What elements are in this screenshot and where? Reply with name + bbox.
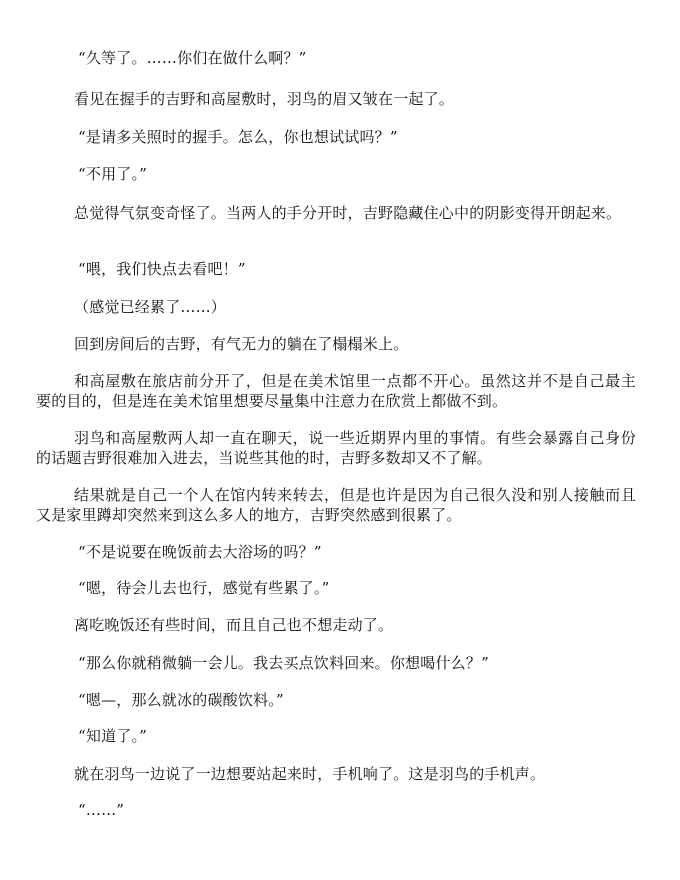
paragraph-18: 就在羽鸟一边说了一边想要站起来时，手机响了。这是羽鸟的手机声。 [74,765,546,783]
paragraph-3: “是请多关照时的握手。怎么，你也想试试吗？” [78,128,398,146]
paragraph-4: “不用了。” [78,165,148,183]
paragraph-13: “嗯，待会儿去也行，感觉有些累了。” [78,579,330,597]
paragraph-17: “知道了。” [78,727,148,745]
paragraph-14: 离吃晚饭还有些时间，而且自己也不想走动了。 [74,616,394,634]
paragraph-5: 总觉得气氛变奇怪了。当两人的手分开时，吉野隐藏住心中的阴影变得开朗起来。 [74,204,622,222]
paragraph-1: “久等了。……你们在做什么啊？” [78,49,307,67]
paragraph-8: 回到房间后的吉野，有气无力的躺在了榻榻米上。 [74,335,409,353]
paragraph-7: （感觉已经累了……） [74,298,227,316]
paragraph-11: 结果就是自己一个人在馆内转来转去，但是也许是因为自己很久没和别人接触而且又是家里蹲却突然来到这么多人的地方，吉野突然感到很累了。 [36,486,636,524]
paragraph-9: 和高屋敷在旅店前分开了，但是在美术馆里一点都不开心。虽然这并不是自己最主要的目的，但是连在美术馆里想要尽量集中注意力在欣赏上都做不到。 [36,372,636,410]
paragraph-10: 羽鸟和高屋敷两人却一直在聊天，说一些近期界内里的事情。有些会暴露自己身份的话题吉野很难加入进去，当说些其他的时，吉野多数却又不了解。 [36,429,636,467]
paragraph-6: “喂，我们快点去看吧！” [78,260,246,278]
paragraph-2: 看见在握手的吉野和高屋敷时，羽鸟的眉又皱在一起了。 [74,90,455,108]
paragraph-15: “那么你就稍微躺一会儿。我去买点饮料回来。你想喝什么？” [78,654,489,672]
paragraph-16: “嗯—，那么就冰的碳酸饮料。” [78,691,284,709]
paragraph-19: “……” [78,801,125,819]
paragraph-12: “不是说要在晚饭前去大浴场的吗？” [78,543,322,561]
